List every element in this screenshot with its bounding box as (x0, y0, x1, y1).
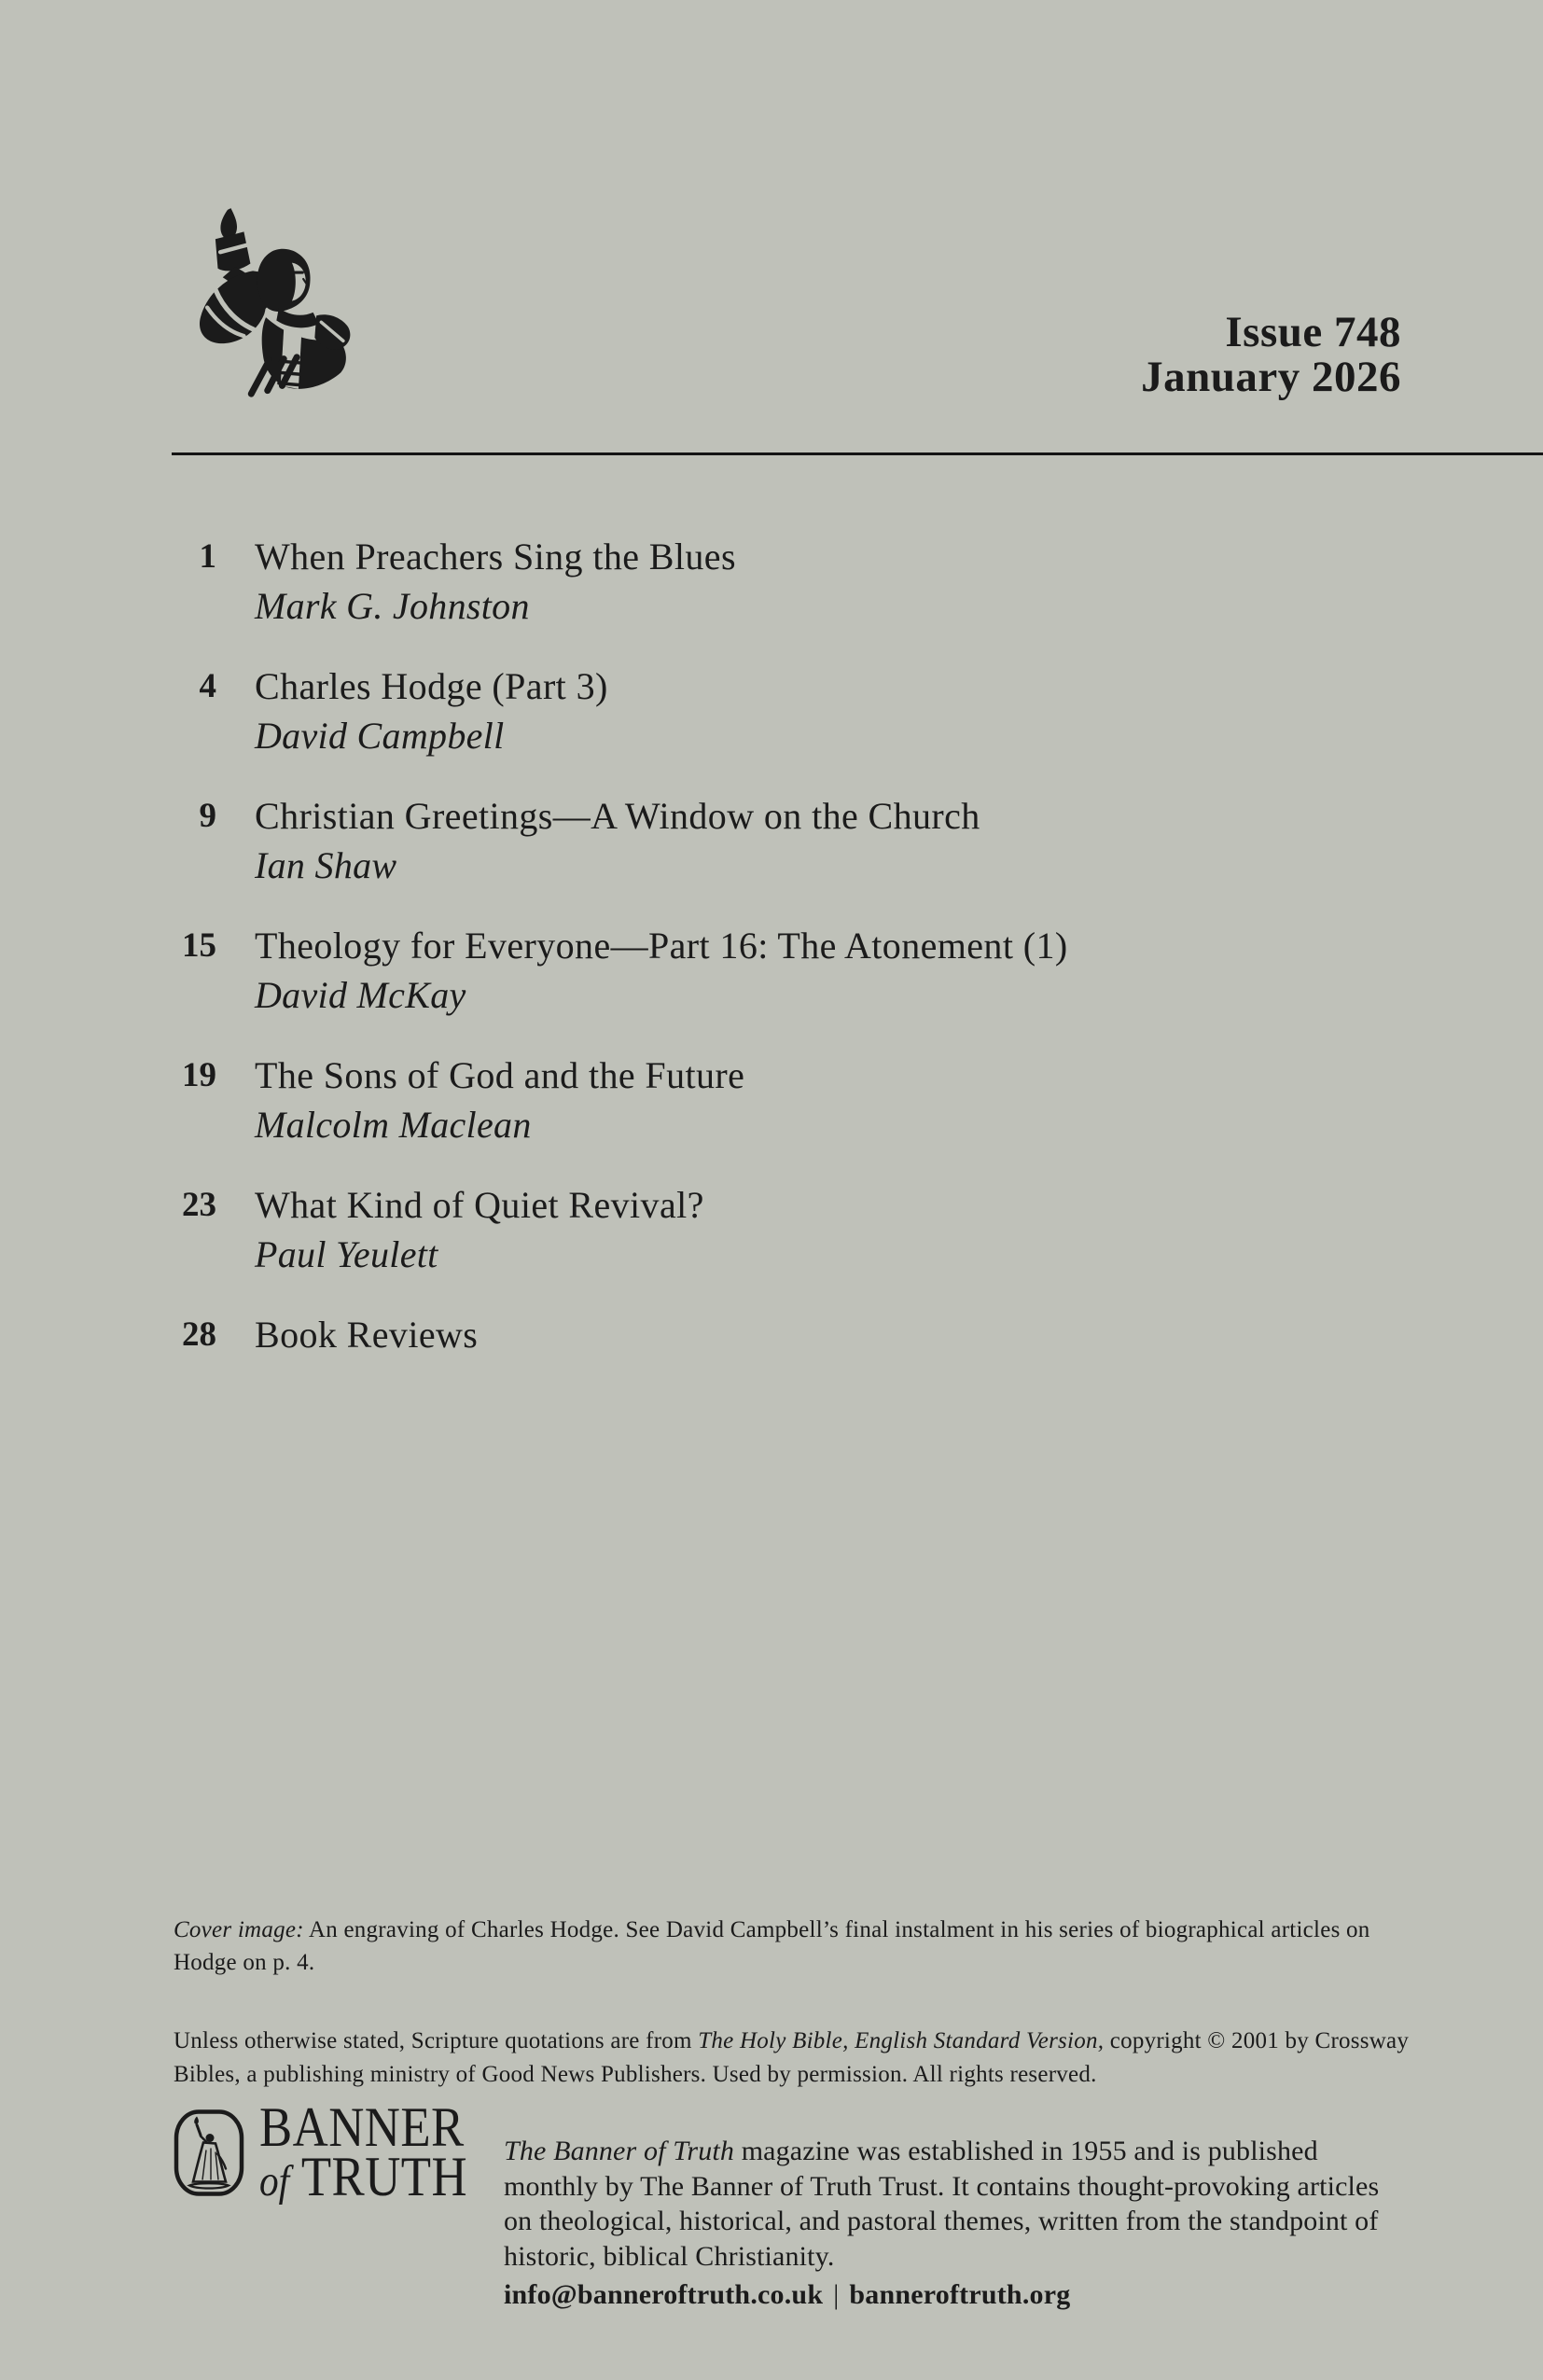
toc-page-number: 28 (182, 1315, 216, 1354)
toc-title: When Preachers Sing the Blues (255, 536, 736, 578)
issue-number: Issue 748 (1225, 308, 1401, 356)
toc-page-number: 4 (199, 667, 216, 705)
toc-page-number: 15 (182, 926, 216, 965)
issue-block (1141, 310, 1401, 399)
table-of-contents (0, 532, 1259, 1390)
wordmark-line2 (259, 2146, 468, 2207)
toc-title: What Kind of Quiet Revival? (255, 1184, 704, 1226)
contact-separator: | (833, 2279, 840, 2310)
toc-title: The Sons of God and the Future (255, 1054, 745, 1096)
toc-entry (0, 1180, 1259, 1279)
toc-entry (0, 1310, 1259, 1359)
toc-entry (0, 921, 1259, 1020)
contact-website: banneroftruth.org (849, 2279, 1071, 2310)
cover-image-note (174, 1914, 1428, 1979)
scripture-note-pre: Unless otherwise stated, Scripture quotations are from (174, 2028, 699, 2053)
wordmark-line1: BANNER (259, 2096, 465, 2158)
scripture-note (174, 2025, 1433, 2092)
toc-author: Malcolm Maclean (255, 1104, 532, 1146)
header-divider (172, 452, 1543, 455)
issue-date: January 2026 (1141, 353, 1401, 401)
about-paragraph (504, 2134, 1401, 2274)
wordmark-of: of (259, 2157, 290, 2206)
toc-author: David Campbell (255, 715, 505, 757)
toc-entry (0, 532, 1259, 631)
toc-author: David McKay (255, 974, 466, 1016)
toc-entry (0, 1051, 1259, 1149)
cover-image-text: An engraving of Charles Hodge. See David Campbell’s final instalment in his series of biographical articles on Hodge on p. 4. (174, 1917, 1370, 1975)
toc-author: Mark G. Johnston (255, 585, 530, 627)
toc-entry (0, 661, 1259, 760)
toc-page-number: 23 (182, 1186, 216, 1224)
toc-title: Christian Greetings—A Window on the Church (255, 795, 980, 837)
toc-page-number: 9 (199, 797, 216, 835)
toc-title: Book Reviews (255, 1314, 479, 1356)
about-magazine-title: The Banner of Truth (504, 2136, 735, 2166)
toc-author: Ian Shaw (255, 844, 397, 886)
about-text: magazine was established in 1955 and is published monthly by The Banner of Truth Trust. It contains thought-provoking articles on theological, historical, and pastoral themes, written from the standpoint of historic, biblical Christianity. (504, 2136, 1380, 2272)
contact-email: info@banneroftruth.co.uk (504, 2279, 824, 2310)
torch-bearer-engraving-icon (176, 192, 355, 398)
banner-of-truth-logo-icon (174, 2109, 244, 2197)
toc-page-number: 1 (199, 537, 216, 576)
toc-page-number: 19 (182, 1056, 216, 1094)
toc-entry (0, 791, 1259, 890)
scripture-note-post: copyright © 2001 by Crossway Bibles, a publishing ministry of Good News Publishers. Used by permission. All rights reserved. (174, 2028, 1410, 2087)
cover-image-label: Cover image: (174, 1917, 304, 1942)
contact-line (504, 2279, 1070, 2311)
toc-title: Charles Hodge (Part 3) (255, 665, 608, 707)
wordmark-truth: TRUTH (300, 2146, 468, 2207)
scripture-note-bible-title: The Holy Bible, English Standard Version, (698, 2028, 1105, 2053)
toc-author: Paul Yeulett (255, 1233, 438, 1275)
banner-of-truth-wordmark (259, 2096, 468, 2207)
toc-title: Theology for Everyone—Part 16: The Atonement (1) (255, 925, 1068, 967)
